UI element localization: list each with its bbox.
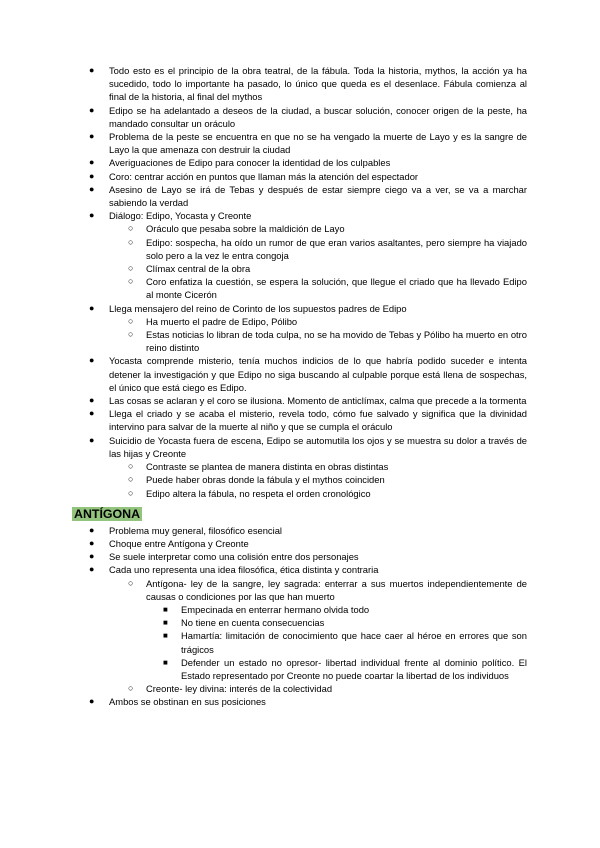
sub-sub-list-item: ■ Defender un estado no opresor- libertad individual frente al dominio político. El Estado representado por Creonte no puede coartar la libertad de los individuos	[163, 656, 527, 681]
bullet-icon: ●	[89, 65, 95, 75]
bullet-icon: ●	[89, 210, 95, 221]
sub-sub-list-item: ■ No tiene en cuenta consecuencias	[163, 617, 325, 629]
list-item: ● Llega el criado y se acaba el misterio, revela todo, cómo fue salvado y significa que la divinidad intervino para salvar de la muerte al niño y que se cumpla el oráculo	[89, 408, 527, 433]
list-item: ● Choque entre Antígona y Creonte	[89, 537, 249, 549]
sub-list-item: ○ Clímax central de la obra	[128, 263, 251, 275]
bullet-icon: ●	[89, 395, 95, 406]
sub-list-item: ○ Edipo altera la fábula, no respeta el orden cronológico	[128, 487, 371, 499]
circle-bullet-icon: ○	[128, 461, 134, 472]
list-item: ● Problema muy general, filosófico esencial	[89, 524, 283, 536]
bullet-icon: ●	[89, 551, 95, 562]
circle-bullet-icon: ○	[128, 276, 134, 287]
circle-bullet-icon: ○	[128, 236, 134, 247]
sub-list-item: ○ Contraste se plantea de manera distinta en obras distintas	[128, 461, 389, 473]
list-item: ● Las cosas se aclaran y el coro se ilusiona. Momento de anticlímax, calma que precede a la tormenta	[89, 395, 527, 407]
bullet-icon: ●	[89, 183, 95, 194]
square-bullet-icon: ■	[163, 631, 168, 641]
bullet-icon: ●	[89, 524, 95, 535]
section-heading	[72, 507, 600, 521]
square-bullet-icon: ■	[163, 657, 168, 667]
sub-list-item: ○ Oráculo que pesaba sobre la maldición de Layo	[128, 223, 345, 235]
bullet-icon: ●	[89, 157, 95, 168]
list-item: ● Yocasta comprende misterio, tenía muchos indicios de lo que habría podido suceder e intenta detener la investigación y que Edipo no siga buscando al culpable porque está llena de sospechas, el único que está ciego es Edipo.	[89, 355, 527, 393]
list-item: ● Ambos se obstinan en sus posiciones	[89, 696, 266, 708]
document-page	[0, 64, 600, 709]
list-item: ● Suicidio de Yocasta fuera de escena, Edipo se automutila los ojos y se muestra su dolor a través de las hijas y Creonte	[89, 434, 527, 459]
sub-sub-list-item: ■ Empecinada en enterrar hermano olvida todo	[163, 603, 370, 615]
list-item: ● Edipo se ha adelantado a deseos de la ciudad, a buscar solución, conocer origen de la peste, ha mandado consultar un oráculo	[89, 104, 527, 129]
sub-sub-list-item: ■ Hamartía: limitación de conocimiento que hace caer al héroe en errores que son trágicos	[163, 630, 527, 655]
sub-list-item: ○ Antígona- ley de la sangre, ley sagrada: enterrar a sus muertos independientemente de causas o condiciones por las que han muerto	[128, 577, 527, 602]
bullet-icon: ●	[89, 564, 95, 575]
bullet-icon: ●	[89, 302, 95, 313]
bullet-icon: ●	[89, 355, 95, 366]
list-item: ● Averiguaciones de Edipo para conocer la identidad de los culpables	[89, 157, 391, 169]
list-item: ● Todo esto es el principio de la obra teatral, de la fábula. Toda la historia, mythos, la acción ya ha sucedido, todo lo importante ha pasado, lo único que queda es el desenlace. Fábula comienza al final de la historia, al final del mythos	[89, 65, 527, 103]
bullet-icon: ●	[89, 434, 95, 445]
list-item: ● Diálogo: Edipo, Yocasta y Creonte	[89, 210, 252, 222]
bullet-icon: ●	[89, 696, 95, 707]
circle-bullet-icon: ○	[128, 315, 134, 326]
list-item: ● Se suele interpretar como una colisión entre dos personajes	[89, 551, 359, 563]
bullet-icon: ●	[89, 408, 95, 419]
circle-bullet-icon: ○	[128, 223, 134, 234]
sub-list-item: ○ Coro enfatiza la cuestión, se espera la solución, que llegue el criado que ha llevado Edipo al monte Cicerón	[128, 276, 527, 301]
sub-list-item: ○ Edipo: sospecha, ha oído un rumor de que eran varios asaltantes, pero siempre ha viajado solo pero a la vez le entra congoja	[128, 236, 527, 261]
circle-bullet-icon: ○	[128, 683, 134, 694]
square-bullet-icon: ■	[163, 604, 168, 614]
list-item: ● Problema de la peste se encuentra en que no se ha vengado la muerte de Layo y es la sangre de Layo la que amenaza con destruir la ciudad	[89, 131, 527, 156]
list-item: ● Llega mensajero del reino de Corinto de los supuestos padres de Edipo	[89, 302, 407, 314]
sub-list-item: ○ Ha muerto el padre de Edipo, Pólibo	[128, 315, 298, 327]
circle-bullet-icon: ○	[128, 577, 134, 588]
bullet-icon: ●	[89, 131, 95, 142]
sub-list-item: ○ Estas noticias lo libran de toda culpa, no se ha movido de Tebas y Pólibo ha muerto en otro reino distinto	[128, 329, 527, 354]
antigona-notes-list	[0, 524, 600, 709]
list-item: ● Cada uno representa una idea filosófica, ética distinta y contraria	[89, 564, 379, 576]
sub-list-item: ○ Creonte- ley divina: interés de la colectividad	[128, 683, 333, 695]
edipo-notes-list	[0, 64, 600, 500]
bullet-icon: ●	[89, 537, 95, 548]
antigona-heading: ANTÍGONA	[74, 506, 141, 521]
bullet-icon: ●	[89, 170, 95, 181]
sub-list-item: ○ Puede haber obras donde la fábula y el mythos coinciden	[128, 474, 385, 486]
bullet-icon: ●	[89, 104, 95, 115]
circle-bullet-icon: ○	[128, 263, 134, 274]
square-bullet-icon: ■	[163, 618, 168, 628]
list-item: ● Asesino de Layo se irá de Tebas y después de estar siempre ciego va a ver, se va a marchar sabiendo la verdad	[89, 183, 527, 209]
circle-bullet-icon: ○	[128, 487, 134, 498]
list-item: ● Coro: centrar acción en puntos que llaman más la atención del espectador	[89, 170, 419, 182]
circle-bullet-icon: ○	[128, 329, 134, 340]
circle-bullet-icon: ○	[128, 474, 134, 485]
